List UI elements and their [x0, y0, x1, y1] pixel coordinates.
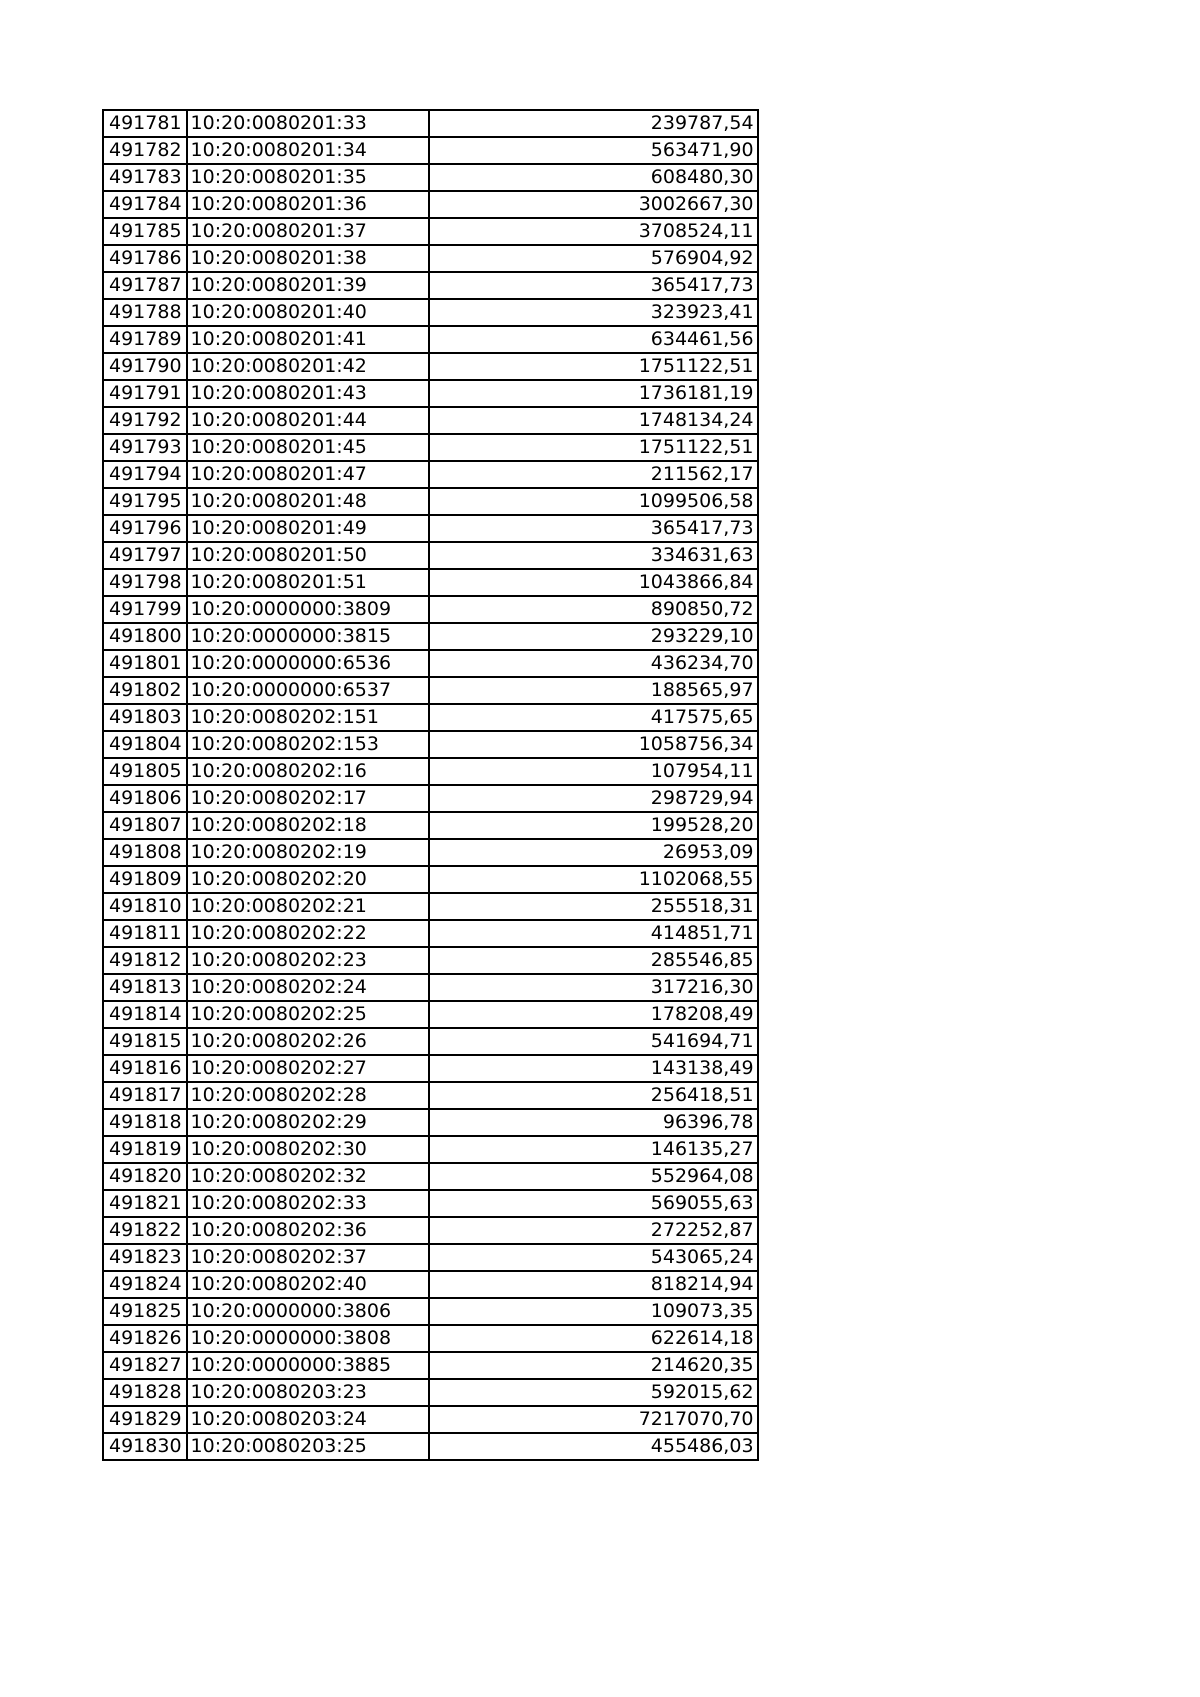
row-id-cell: 491812	[103, 947, 187, 974]
row-id-cell: 491804	[103, 731, 187, 758]
row-id-cell: 491808	[103, 839, 187, 866]
value-cell: 285546,85	[429, 947, 758, 974]
value-cell: 890850,72	[429, 596, 758, 623]
table-row	[103, 920, 758, 947]
value-cell: 211562,17	[429, 461, 758, 488]
row-id-cell: 491823	[103, 1244, 187, 1271]
row-id-cell: 491805	[103, 758, 187, 785]
table-row	[103, 1163, 758, 1190]
value-cell: 317216,30	[429, 974, 758, 1001]
cadastral-number-cell: 10:20:0000000:3815	[187, 623, 429, 650]
table-row	[103, 1055, 758, 1082]
table-row	[103, 596, 758, 623]
row-id-cell: 491816	[103, 1055, 187, 1082]
table-row	[103, 1082, 758, 1109]
table-row	[103, 326, 758, 353]
row-id-cell: 491802	[103, 677, 187, 704]
table-row	[103, 812, 758, 839]
value-cell: 298729,94	[429, 785, 758, 812]
cadastral-number-cell: 10:20:0080201:36	[187, 191, 429, 218]
value-cell: 146135,27	[429, 1136, 758, 1163]
row-id-cell: 491781	[103, 110, 187, 137]
value-cell: 365417,73	[429, 272, 758, 299]
table-row	[103, 1433, 758, 1460]
table-row	[103, 245, 758, 272]
cadastral-number-cell: 10:20:0080201:40	[187, 299, 429, 326]
row-id-cell: 491790	[103, 353, 187, 380]
table-row	[103, 191, 758, 218]
row-id-cell: 491796	[103, 515, 187, 542]
row-id-cell: 491792	[103, 407, 187, 434]
value-cell: 188565,97	[429, 677, 758, 704]
row-id-cell: 491810	[103, 893, 187, 920]
row-id-cell: 491800	[103, 623, 187, 650]
value-cell: 552964,08	[429, 1163, 758, 1190]
value-cell: 255518,31	[429, 893, 758, 920]
cadastral-number-cell: 10:20:0080202:36	[187, 1217, 429, 1244]
cadastral-number-cell: 10:20:0080202:19	[187, 839, 429, 866]
row-id-cell: 491821	[103, 1190, 187, 1217]
table-row	[103, 380, 758, 407]
cadastral-number-cell: 10:20:0080201:47	[187, 461, 429, 488]
value-cell: 1748134,24	[429, 407, 758, 434]
row-id-cell: 491820	[103, 1163, 187, 1190]
row-id-cell: 491782	[103, 137, 187, 164]
cadastral-number-cell: 10:20:0080201:38	[187, 245, 429, 272]
cadastral-number-cell: 10:20:0080202:20	[187, 866, 429, 893]
cadastral-number-cell: 10:20:0080201:41	[187, 326, 429, 353]
value-cell: 239787,54	[429, 110, 758, 137]
cadastral-number-cell: 10:20:0080202:37	[187, 1244, 429, 1271]
row-id-cell: 491813	[103, 974, 187, 1001]
table-row	[103, 704, 758, 731]
cadastral-number-cell: 10:20:0080202:30	[187, 1136, 429, 1163]
value-cell: 608480,30	[429, 164, 758, 191]
cadastral-number-cell: 10:20:0080202:22	[187, 920, 429, 947]
row-id-cell: 491798	[103, 569, 187, 596]
cadastral-number-cell: 10:20:0080201:39	[187, 272, 429, 299]
value-cell: 1751122,51	[429, 353, 758, 380]
table-row	[103, 1136, 758, 1163]
cadastral-number-cell: 10:20:0080202:40	[187, 1271, 429, 1298]
value-cell: 214620,35	[429, 1352, 758, 1379]
value-cell: 1099506,58	[429, 488, 758, 515]
table-row	[103, 1190, 758, 1217]
table-row	[103, 407, 758, 434]
cadastral-number-cell: 10:20:0080202:21	[187, 893, 429, 920]
cadastral-number-cell: 10:20:0080202:32	[187, 1163, 429, 1190]
value-cell: 365417,73	[429, 515, 758, 542]
cadastral-number-cell: 10:20:0080202:26	[187, 1028, 429, 1055]
row-id-cell: 491819	[103, 1136, 187, 1163]
row-id-cell: 491826	[103, 1325, 187, 1352]
cadastral-number-cell: 10:20:0080201:50	[187, 542, 429, 569]
cadastral-number-cell: 10:20:0080203:23	[187, 1379, 429, 1406]
row-id-cell: 491827	[103, 1352, 187, 1379]
value-cell: 634461,56	[429, 326, 758, 353]
table-row	[103, 1352, 758, 1379]
value-cell: 563471,90	[429, 137, 758, 164]
row-id-cell: 491811	[103, 920, 187, 947]
value-cell: 3002667,30	[429, 191, 758, 218]
row-id-cell: 491817	[103, 1082, 187, 1109]
cadastral-number-cell: 10:20:0000000:3806	[187, 1298, 429, 1325]
value-cell: 109073,35	[429, 1298, 758, 1325]
cadastral-number-cell: 10:20:0080202:33	[187, 1190, 429, 1217]
row-id-cell: 491788	[103, 299, 187, 326]
row-id-cell: 491793	[103, 434, 187, 461]
cadastral-number-cell: 10:20:0000000:3809	[187, 596, 429, 623]
data-table	[102, 109, 759, 1461]
table-row	[103, 974, 758, 1001]
value-cell: 622614,18	[429, 1325, 758, 1352]
row-id-cell: 491814	[103, 1001, 187, 1028]
cadastral-number-cell: 10:20:0000000:6536	[187, 650, 429, 677]
table-row	[103, 218, 758, 245]
table-row	[103, 1028, 758, 1055]
row-id-cell: 491807	[103, 812, 187, 839]
value-cell: 543065,24	[429, 1244, 758, 1271]
table-row	[103, 1244, 758, 1271]
cadastral-number-cell: 10:20:0080201:42	[187, 353, 429, 380]
cadastral-number-cell: 10:20:0080202:25	[187, 1001, 429, 1028]
table-row	[103, 1001, 758, 1028]
table-row	[103, 353, 758, 380]
row-id-cell: 491783	[103, 164, 187, 191]
table-row	[103, 785, 758, 812]
row-id-cell: 491801	[103, 650, 187, 677]
value-cell: 414851,71	[429, 920, 758, 947]
cadastral-number-cell: 10:20:0080202:29	[187, 1109, 429, 1136]
table-row	[103, 569, 758, 596]
table-row	[103, 623, 758, 650]
table-row	[103, 272, 758, 299]
table-row	[103, 434, 758, 461]
row-id-cell: 491806	[103, 785, 187, 812]
value-cell: 1736181,19	[429, 380, 758, 407]
value-cell: 293229,10	[429, 623, 758, 650]
row-id-cell: 491787	[103, 272, 187, 299]
table-row	[103, 1217, 758, 1244]
row-id-cell: 491828	[103, 1379, 187, 1406]
cadastral-number-cell: 10:20:0080202:24	[187, 974, 429, 1001]
table-row	[103, 1406, 758, 1433]
table-row	[103, 299, 758, 326]
cadastral-number-cell: 10:20:0080201:34	[187, 137, 429, 164]
value-cell: 455486,03	[429, 1433, 758, 1460]
row-id-cell: 491803	[103, 704, 187, 731]
row-id-cell: 491809	[103, 866, 187, 893]
value-cell: 569055,63	[429, 1190, 758, 1217]
cadastral-number-cell: 10:20:0080203:24	[187, 1406, 429, 1433]
row-id-cell: 491829	[103, 1406, 187, 1433]
cadastral-number-cell: 10:20:0080202:23	[187, 947, 429, 974]
row-id-cell: 491789	[103, 326, 187, 353]
value-cell: 7217070,70	[429, 1406, 758, 1433]
table-row	[103, 110, 758, 137]
row-id-cell: 491824	[103, 1271, 187, 1298]
table-row	[103, 1379, 758, 1406]
cadastral-number-cell: 10:20:0080201:45	[187, 434, 429, 461]
cadastral-number-cell: 10:20:0080201:33	[187, 110, 429, 137]
cadastral-number-cell: 10:20:0000000:3885	[187, 1352, 429, 1379]
row-id-cell: 491815	[103, 1028, 187, 1055]
value-cell: 143138,49	[429, 1055, 758, 1082]
table-row	[103, 1298, 758, 1325]
row-id-cell: 491825	[103, 1298, 187, 1325]
value-cell: 436234,70	[429, 650, 758, 677]
table-row	[103, 893, 758, 920]
value-cell: 178208,49	[429, 1001, 758, 1028]
cadastral-number-cell: 10:20:0080201:49	[187, 515, 429, 542]
row-id-cell: 491822	[103, 1217, 187, 1244]
table-row	[103, 542, 758, 569]
value-cell: 1058756,34	[429, 731, 758, 758]
row-id-cell: 491786	[103, 245, 187, 272]
table-row	[103, 947, 758, 974]
cadastral-number-cell: 10:20:0080202:28	[187, 1082, 429, 1109]
row-id-cell: 491799	[103, 596, 187, 623]
value-cell: 592015,62	[429, 1379, 758, 1406]
cadastral-number-cell: 10:20:0080201:35	[187, 164, 429, 191]
value-cell: 576904,92	[429, 245, 758, 272]
row-id-cell: 491791	[103, 380, 187, 407]
cadastral-number-cell: 10:20:0080201:43	[187, 380, 429, 407]
value-cell: 323923,41	[429, 299, 758, 326]
table-row	[103, 839, 758, 866]
row-id-cell: 491797	[103, 542, 187, 569]
table-row	[103, 164, 758, 191]
value-cell: 199528,20	[429, 812, 758, 839]
table-row	[103, 1325, 758, 1352]
table-row	[103, 1271, 758, 1298]
value-cell: 1043866,84	[429, 569, 758, 596]
cadastral-number-cell: 10:20:0080201:48	[187, 488, 429, 515]
row-id-cell: 491818	[103, 1109, 187, 1136]
cadastral-number-cell: 10:20:0080203:25	[187, 1433, 429, 1460]
value-cell: 272252,87	[429, 1217, 758, 1244]
value-cell: 1102068,55	[429, 866, 758, 893]
cadastral-number-cell: 10:20:0080202:27	[187, 1055, 429, 1082]
table-row	[103, 677, 758, 704]
row-id-cell: 491784	[103, 191, 187, 218]
table-row	[103, 758, 758, 785]
value-cell: 541694,71	[429, 1028, 758, 1055]
value-cell: 256418,51	[429, 1082, 758, 1109]
table-row	[103, 866, 758, 893]
row-id-cell: 491795	[103, 488, 187, 515]
table-row	[103, 461, 758, 488]
table-row	[103, 731, 758, 758]
cadastral-number-cell: 10:20:0080202:17	[187, 785, 429, 812]
table-row	[103, 488, 758, 515]
value-cell: 3708524,11	[429, 218, 758, 245]
row-id-cell: 491794	[103, 461, 187, 488]
cadastral-number-cell: 10:20:0080202:16	[187, 758, 429, 785]
cadastral-number-cell: 10:20:0080202:18	[187, 812, 429, 839]
value-cell: 417575,65	[429, 704, 758, 731]
value-cell: 26953,09	[429, 839, 758, 866]
table-row	[103, 137, 758, 164]
table-row	[103, 650, 758, 677]
cadastral-number-cell: 10:20:0080202:153	[187, 731, 429, 758]
table-row	[103, 515, 758, 542]
row-id-cell: 491830	[103, 1433, 187, 1460]
value-cell: 334631,63	[429, 542, 758, 569]
cadastral-number-cell: 10:20:0080202:151	[187, 704, 429, 731]
value-cell: 96396,78	[429, 1109, 758, 1136]
value-cell: 107954,11	[429, 758, 758, 785]
cadastral-number-cell: 10:20:0080201:37	[187, 218, 429, 245]
table-row	[103, 1109, 758, 1136]
value-cell: 818214,94	[429, 1271, 758, 1298]
row-id-cell: 491785	[103, 218, 187, 245]
cadastral-number-cell: 10:20:0080201:51	[187, 569, 429, 596]
cadastral-number-cell: 10:20:0080201:44	[187, 407, 429, 434]
cadastral-number-cell: 10:20:0000000:3808	[187, 1325, 429, 1352]
table-body	[103, 110, 758, 1460]
cadastral-number-cell: 10:20:0000000:6537	[187, 677, 429, 704]
value-cell: 1751122,51	[429, 434, 758, 461]
